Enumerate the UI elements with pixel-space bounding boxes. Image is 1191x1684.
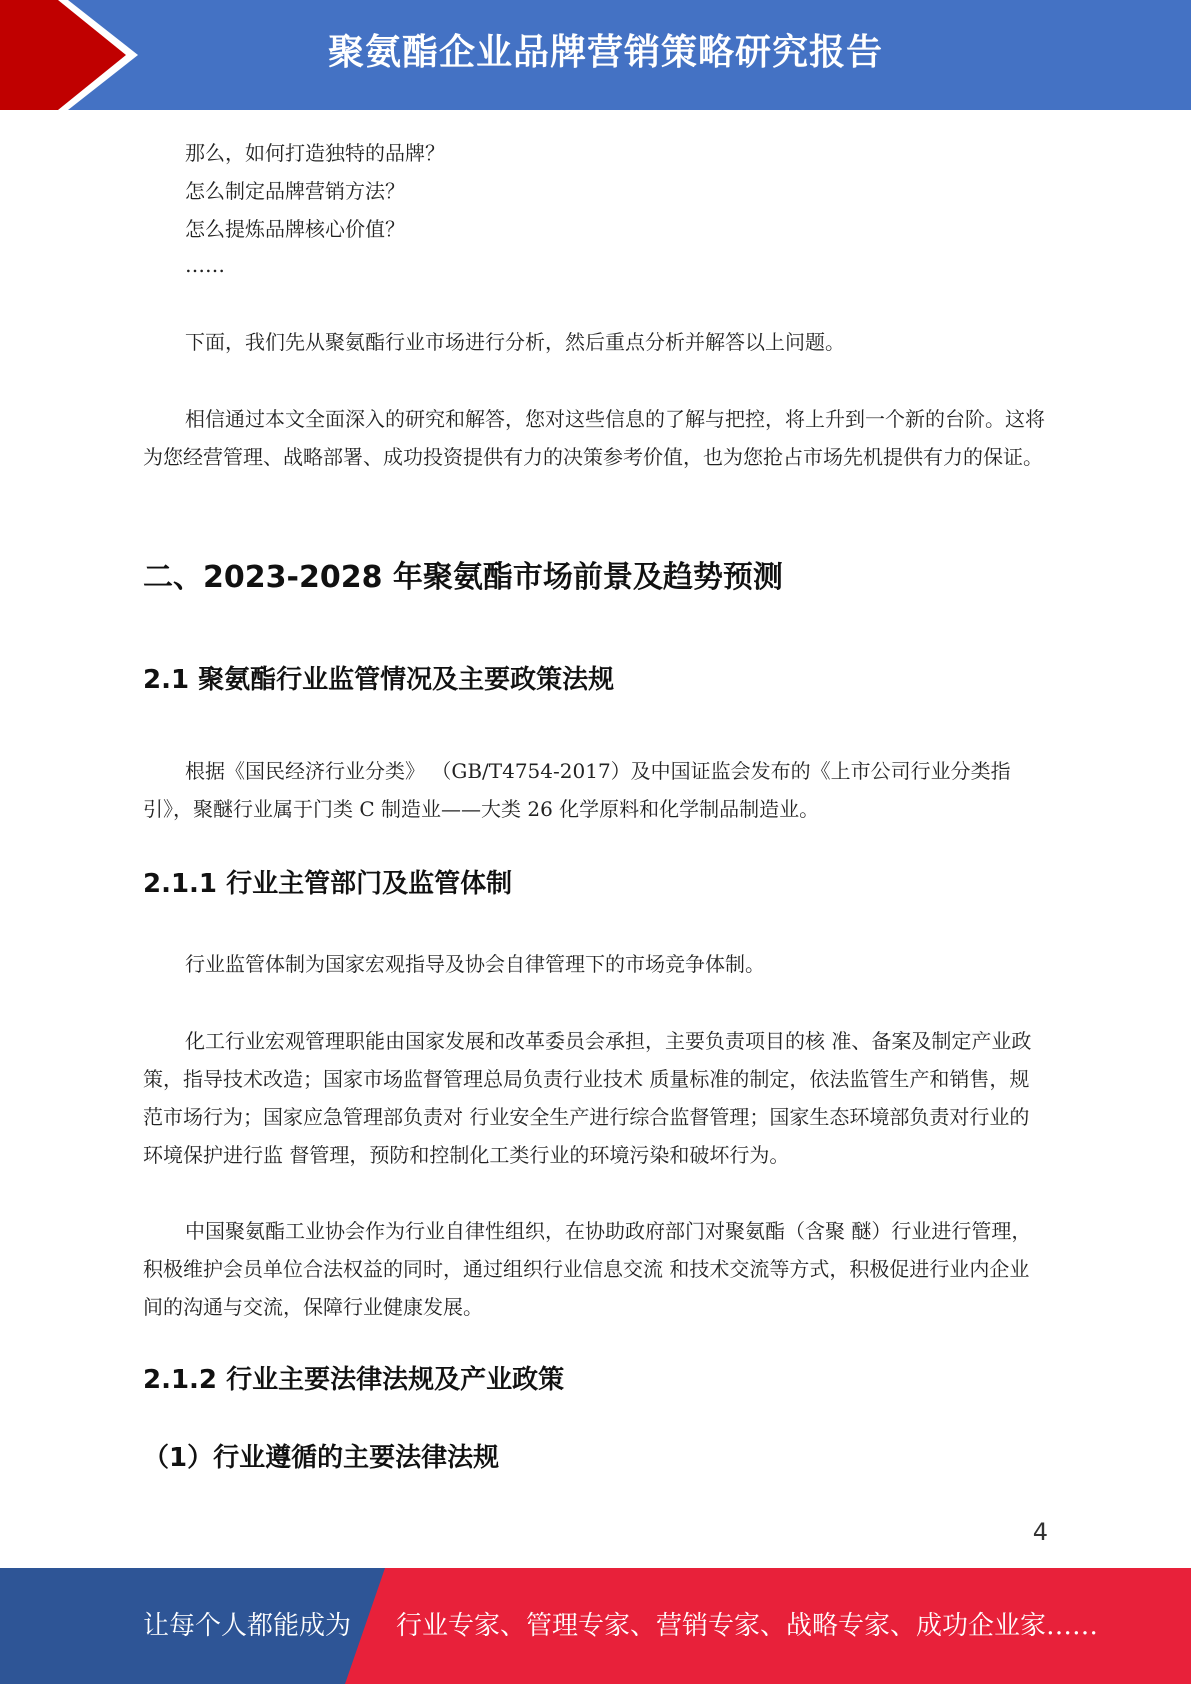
macro-management-paragraph: 化工行业宏观管理职能由国家发展和改革委员会承担，主要负责项目的核 准、备案及制定产业政策，指导技术改造；国家市场监督管理总局负责行业技术 质量标准的制定，依法监管生产和销售，规范市场行为；国家应急管理部负责对 行业安全生产进行综合监督管理；国家生态环境部负责对行业的环境保护进行监 督管理，预防和控制化工类行业的环境污染和破坏行为。 bbox=[143, 1029, 1032, 1167]
report-title: 聚氨酯企业品牌营销策略研究报告 bbox=[327, 32, 883, 73]
association-paragraph: 中国聚氨酯工业协会作为行业自律性组织，在协助政府部门对聚氨酯（含聚 醚）行业进行管理，积极维护会员单位合法权益的同时，通过组织行业信息交流 和技术交流等方式，积极促进行业内企业间的沟通与交流，保障行业健康发展。 bbox=[143, 1219, 1032, 1319]
page-footer bbox=[0, 1568, 1191, 1684]
footer-slogan-left: 让每个人都能成为 bbox=[143, 1611, 352, 1641]
subsection-heading-2-1-1: 2.1.1 行业主管部门及监管体制 bbox=[143, 869, 513, 899]
system-paragraph: 行业监管体制为国家宏观指导及协会自律管理下的市场竞争体制。 bbox=[185, 952, 765, 976]
page-number: 4 bbox=[1032, 1518, 1048, 1546]
trust-paragraph: 相信通过本文全面深入的研究和解答，您对这些信息的了解与把控，将上升到一个新的台阶。这将为您经营管理、战略部署、成功投资提供有力的决策参考价值，也为您抢占市场先机提供有力的保证。 bbox=[143, 407, 1045, 469]
subsection-heading-2-1-2: 2.1.2 行业主要法律法规及产业政策 bbox=[143, 1365, 565, 1395]
sub-subsection-heading-1: （1）行业遵循的主要法律法规 bbox=[143, 1443, 500, 1473]
footer-slogan-right: 行业专家、管理专家、营销专家、战略专家、成功企业家…… bbox=[396, 1611, 1099, 1641]
analysis-paragraph: 下面，我们先从聚氨酯行业市场进行分析，然后重点分析并解答以上问题。 bbox=[185, 330, 845, 354]
classification-paragraph: 根据《国民经济行业分类》 （GB/T4754-2017）及中国证监会发布的《上市公司行业分类指引》，聚醚行业属于门类 C 制造业——大类 26 化学原料和化学制品制造业。 bbox=[143, 759, 1011, 821]
section-heading-2: 二、2023-2028 年聚氨酯市场前景及趋势预测 bbox=[143, 560, 783, 595]
intro-question: 怎么提炼品牌核心价值？ bbox=[185, 217, 405, 241]
intro-question: 怎么制定品牌营销方法？ bbox=[185, 179, 405, 203]
subsection-heading-2-1: 2.1 聚氨酯行业监管情况及主要政策法规 bbox=[143, 665, 615, 695]
page-header bbox=[0, 0, 1191, 110]
intro-ellipsis: …… bbox=[185, 253, 225, 277]
intro-question: 那么，如何打造独特的品牌？ bbox=[185, 141, 445, 165]
